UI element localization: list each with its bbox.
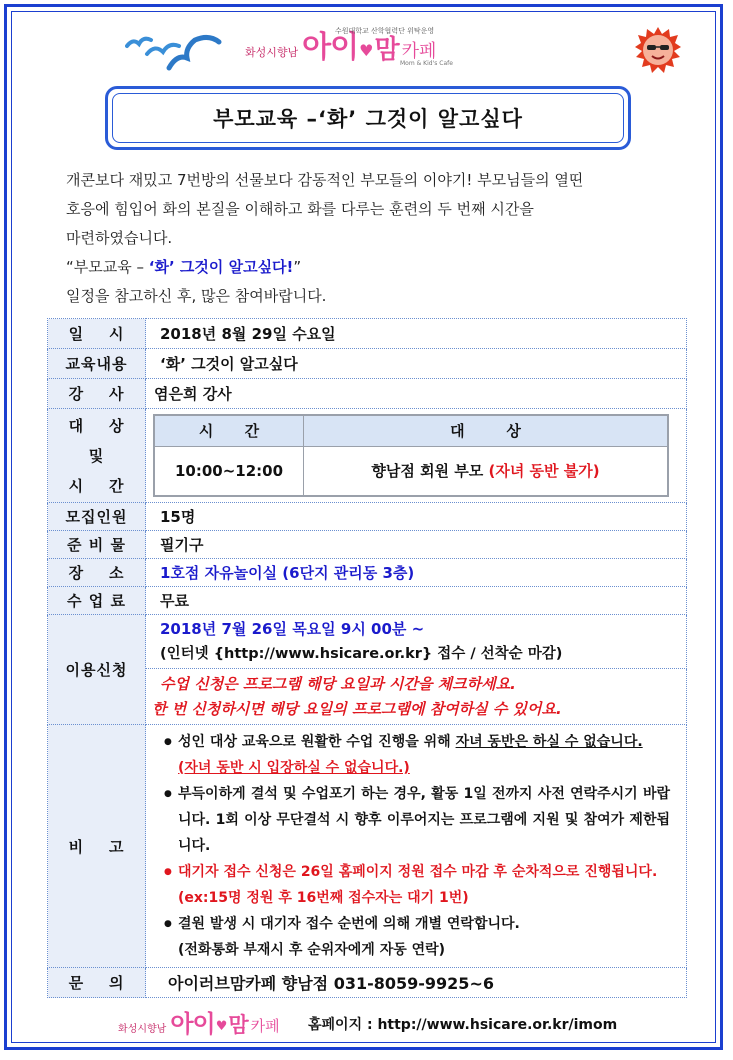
logo-heart-icon: ♥ [359, 41, 374, 60]
page-title: 부모교육 –‘화’ 그것이 알고싶다 [112, 93, 624, 143]
logo-cafe: 카페 [401, 41, 437, 62]
logo-prefix: 화성시향남 [245, 46, 299, 59]
label-date: 일 시 [48, 319, 146, 349]
footer-logo-ai: 아이 [170, 1010, 215, 1038]
sun-icon [634, 26, 682, 74]
footer-logo-prefix: 화성시향남 [118, 1024, 167, 1035]
intro-quote-pre: “부모교육 – [66, 258, 149, 276]
footer-logo-cafe: 카페 [250, 1017, 280, 1035]
remark-1c: (자녀 동반 시 입장하실 수 없습니다.) [178, 760, 410, 776]
label-place: 장 소 [48, 559, 146, 587]
logo-mam: 맘 [374, 35, 400, 65]
value-place: 1호점 자유놀이실 (6단지 관리동 3층) [146, 559, 687, 587]
remark-4a: 결원 발생 시 대기자 접수 순번에 의해 개별 연락합니다. [178, 916, 520, 932]
remarks-list [146, 725, 686, 967]
title-box [105, 86, 631, 150]
value-teacher: 염은희 강사 [146, 379, 687, 409]
label-contact: 문 의 [48, 968, 146, 998]
schedule-table [153, 414, 669, 497]
apply-note-2: 한 번 신청하시면 해당 요일의 프로그램에 참여하실 수 있어요. [152, 699, 562, 718]
row-teacher [48, 379, 687, 409]
intro-line: 마련하였습니다. [66, 229, 173, 247]
value-supplies: 필기구 [146, 531, 687, 559]
label-teacher: 강 사 [48, 379, 146, 409]
label-target-2: 및 [88, 446, 105, 465]
row-remarks [48, 725, 687, 968]
label-apply: 이용신청 [48, 615, 146, 725]
homepage-link[interactable]: 홈페이지 : http://www.hsicare.or.kr/imom [308, 1017, 618, 1033]
label-remarks: 비 고 [48, 725, 146, 968]
value-date: 2018년 8월 29일 수요일 [146, 319, 687, 349]
remark-item [164, 911, 670, 963]
intro-line: 호응에 힘입어 화의 본질을 이해하고 화를 다루는 훈련의 두 번째 시간을 [66, 200, 534, 218]
row-contact [48, 968, 687, 998]
remark-item: ● 대기자 접수 신청은 26일 홈페이지 정원 접수 마감 후 순차적으로 진행됩니다.(ex:15명 정원 후 16번째 접수자는 대기 1번) [164, 859, 670, 911]
footer-logo-heart-icon: ♥ [215, 1019, 228, 1034]
row-course [48, 349, 687, 379]
row-place [48, 559, 687, 587]
logo-top-text: 수원대학교 산학협력단 위탁운영 [335, 27, 435, 35]
intro-quote-post: ” [293, 258, 302, 276]
row-target [48, 409, 687, 503]
label-capacity: 모집인원 [48, 503, 146, 531]
value-course: ‘화’ 그것이 알고싶다 [146, 349, 687, 379]
label-fee: 수 업 료 [48, 587, 146, 615]
value-fee: 무료 [146, 587, 687, 615]
apply-method: (인터넷 {http://www.hsicare.or.kr} 접수 / 선착순 마감) [160, 645, 563, 662]
info-table [47, 318, 687, 998]
remark-item: ● 부득이하게 결석 및 수업포기 하는 경우, 활동 1일 전까지 사전 연락주시기 바랍니다. 1회 이상 무단결석 시 향후 이루어지는 프로그램에 지원 및 참여가 제한됩니다. [164, 781, 670, 859]
schedule-header-time: 시 간 [154, 415, 304, 446]
label-target-3: 시 간 [68, 476, 125, 495]
label-supplies: 준 비 물 [48, 531, 146, 559]
header [0, 0, 733, 80]
birds-icon [125, 28, 225, 73]
footer-logo-mam: 맘 [228, 1013, 249, 1037]
footer-logo [118, 1004, 280, 1039]
intro-line [66, 253, 686, 282]
remark-4b: (전화통화 부재시 후 순위자에게 자동 연락) [178, 942, 446, 958]
schedule-target-note: (자녀 동반 불가) [488, 462, 600, 481]
apply-note-1: 수업 신청은 프로그램 해당 요일과 시간을 체크하세요. [160, 674, 516, 693]
label-target-1: 대 상 [68, 416, 125, 435]
remark-1a: 성인 대상 교육으로 원활한 수업 진행을 위해 [178, 734, 456, 750]
footer [118, 1000, 658, 1040]
remark-1b: 자녀 동반은 하실 수 없습니다. [455, 734, 643, 750]
intro-quote-title: ‘화’ 그것이 알고싶다! [148, 258, 294, 276]
intro-line: 개콘보다 재밌고 7번방의 선물보다 감동적인 부모들의 이야기! 부모님들의 열띤 [66, 171, 584, 189]
row-fee [48, 587, 687, 615]
schedule-header [154, 415, 668, 446]
value-remarks [146, 725, 687, 968]
label-target [48, 409, 146, 503]
intro-line: 일정을 참고하신 후, 많은 참여바랍니다. [66, 287, 327, 305]
label-course: 교육내용 [48, 349, 146, 379]
row-date [48, 319, 687, 349]
value-apply-note [146, 669, 687, 725]
schedule-row [154, 446, 668, 496]
value-apply [146, 615, 687, 669]
row-apply [48, 615, 687, 669]
row-capacity [48, 503, 687, 531]
schedule-header-target: 대 상 [304, 415, 669, 446]
value-target [146, 409, 687, 503]
schedule-target-text: 향남점 회원 부모 [371, 462, 484, 481]
value-contact: 아이러브맘카페 향남점 031-8059-9925~6 [146, 968, 687, 998]
apply-date: 2018년 7월 26일 목요일 9시 00분 ~ [160, 619, 425, 638]
remark-item [164, 729, 670, 781]
value-capacity: 15명 [146, 503, 687, 531]
logo-ai: 아이 [302, 30, 359, 65]
row-supplies [48, 531, 687, 559]
logo-sub-text: Mom & Kid's Cafe [400, 60, 453, 67]
schedule-target [304, 446, 669, 496]
intro [66, 166, 686, 311]
schedule-time: 10:00~12:00 [154, 446, 304, 496]
